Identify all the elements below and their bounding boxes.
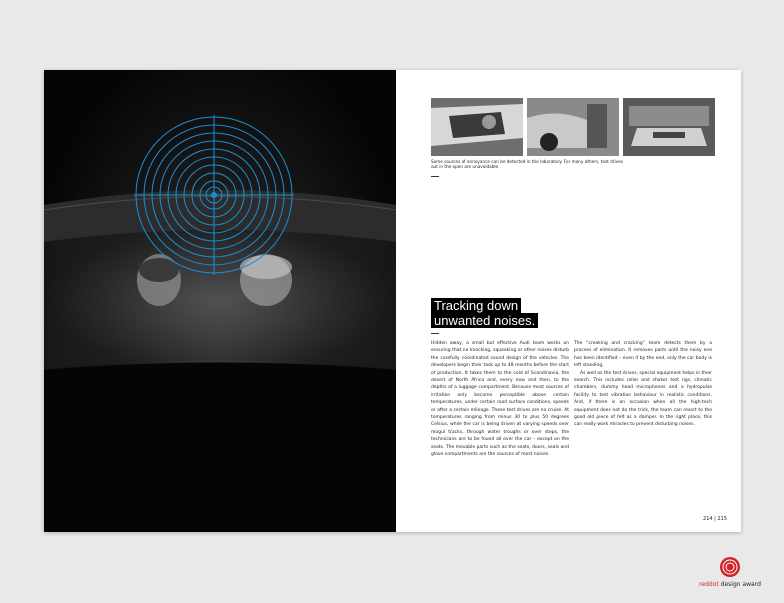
reddot-logo-icon [719,556,741,578]
caption-divider [431,176,439,177]
thumbnail-car-lab [623,98,715,156]
headline-line-2: unwanted noises. [431,313,538,328]
column-1-paragraph: Hidden away, a small but effective Audi team works on ensuring that no knocking, squeaking or other noises disturb the carefully coordinated sound design of the vehicles. The developers begin their task up to 48 months before the start of production. It takes them to the cold of Scandinavia, the desert of North Africa and, every now and then, to the depths of a luggage compartment. Because most sources of irritation only become perceptible above certain temperatures, under certain road surface conditions, speeds or after a certain mileage. These test drives are no cruise. At temperatures ranging from minus 30 to plus 50 degrees Celsius, while the car is being driven at varying speeds over mogul tracks, through water troughs or over steps, the technicians are to be found all over the car – except on the seats. The movable parts such as the seats, doors, seals and glove compartments are the sources of most noises. [431,341,569,458]
award-label-red: reddot [699,581,719,588]
column-2-paragraph-2: As well as the test drives, special equipment helps in their search. This includes roller and shaker test rigs, climatic chambers, dummy head microphones and a hydropulse facility to test vibration behaviour in realistic conditions. And, if there is an occasion when all the high-tech equipment does not do the trick, the team can resort to the good old piece of felt as a damper. In the right place, this can really work miracles to prevent disturbing noises. [574,370,712,428]
column-2-paragraph-1: The “creaking and cracking” team detects them by a process of elimination. It removes parts until the noisy one has been identified – even if by the end, only the car body is left standing. [574,341,712,369]
headline-line-1: Tracking down [431,298,521,313]
article-column-2 [574,340,712,429]
headline-divider [431,333,439,334]
left-page-photo [44,70,396,532]
award-label-rest: design award [718,581,761,588]
article-headline [431,298,538,328]
reddot-award-badge [690,556,770,588]
article-column-1 [431,340,569,459]
right-page [396,70,741,532]
thumbnail-car-rig [527,98,619,156]
photo-caption: Some sources of annoyance can be detected in the laboratory. For many others, test drives out in the open are unavoidable. [431,159,623,170]
photo-strip [431,98,715,156]
sound-target-graphic [134,115,294,275]
award-label [690,581,770,588]
page-numbers: 214 | 215 [703,516,727,522]
thumbnail-car-window [431,98,523,156]
magazine-spread [44,70,741,532]
